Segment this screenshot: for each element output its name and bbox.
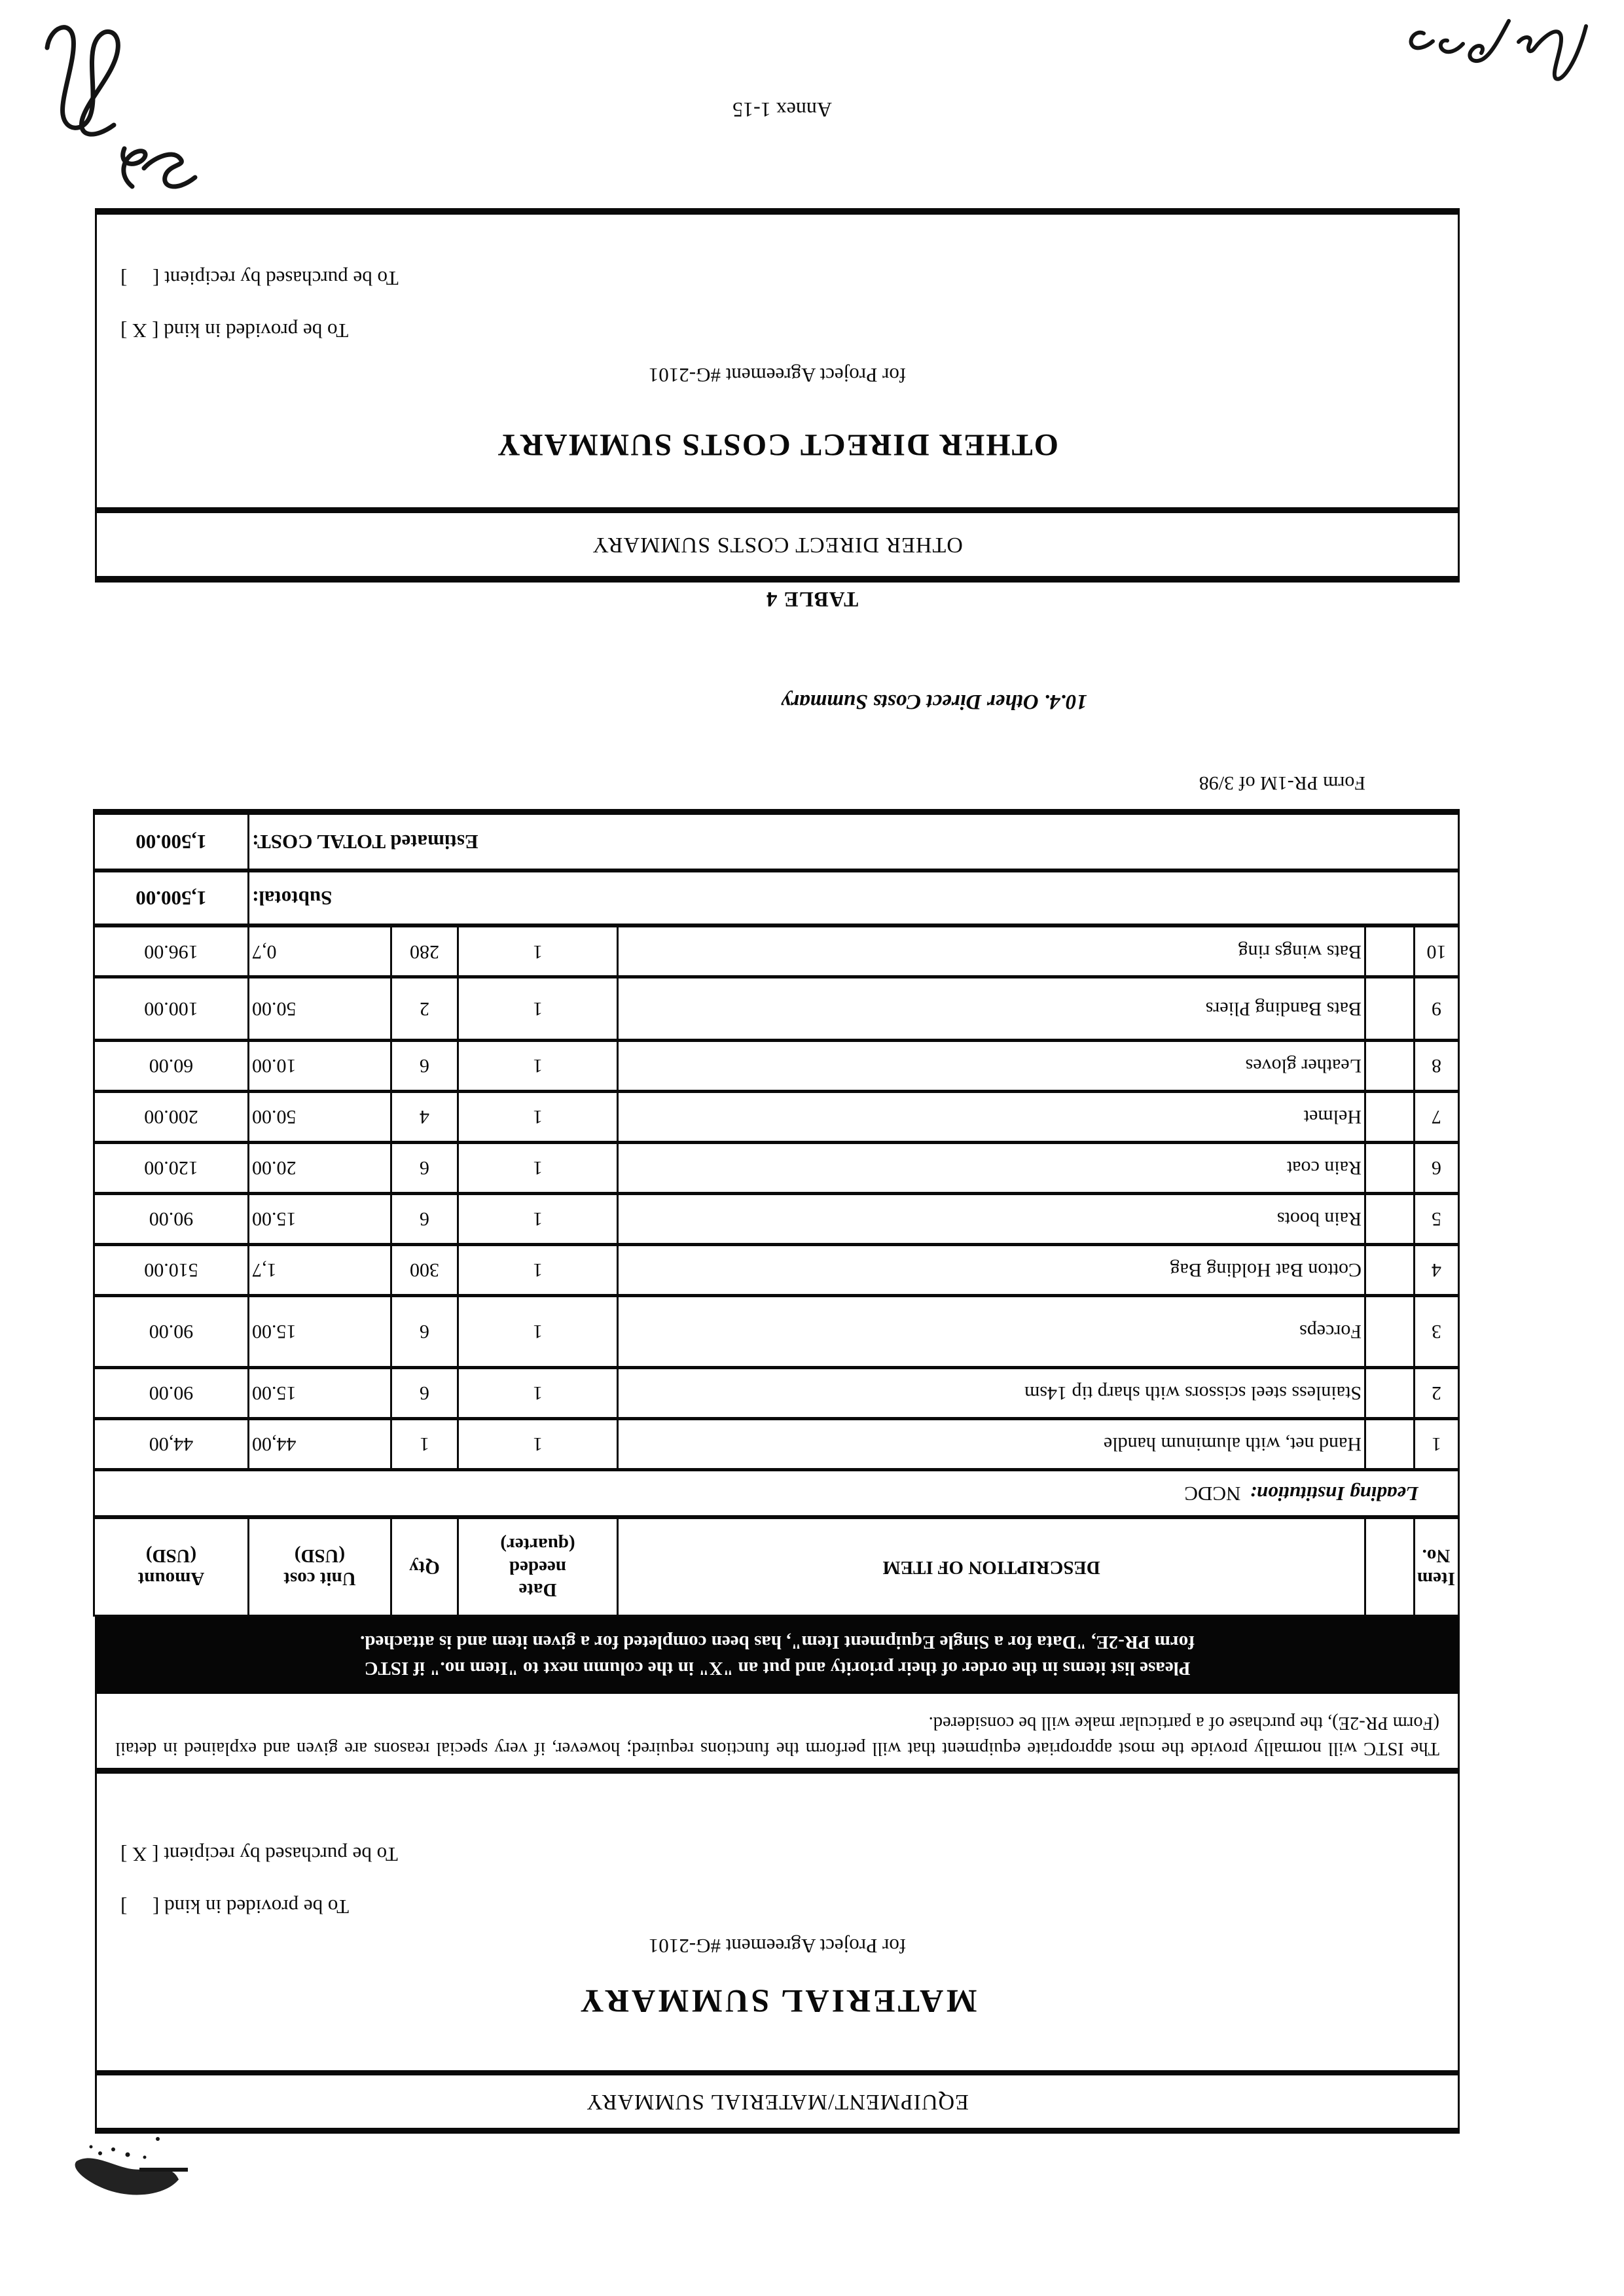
section-heading: 10.4. Other Direct Costs Summary xyxy=(781,690,1087,713)
subtotal-value: 1,500.00 xyxy=(94,871,249,926)
cell-date-needed: 1 xyxy=(458,1296,618,1368)
header-date-needed: Date needed (quarter) xyxy=(458,1518,618,1616)
other-costs-header-label: OTHER DIRECT COSTS SUMMARY xyxy=(592,533,963,557)
cell-amount: 44,00 xyxy=(94,1419,249,1470)
cell-item-no: 1 xyxy=(1415,1419,1459,1470)
cell-qty: 280 xyxy=(391,926,458,977)
cell-amount: 200.00 xyxy=(94,1092,249,1143)
cell-qty: 4 xyxy=(391,1092,458,1143)
header-item-no: Item No. xyxy=(1415,1518,1459,1616)
cell-amount: 196.00 xyxy=(94,926,249,977)
istc-note-paragraph: The ISTC will normally provide the most appropriate equipment that will perform the functions required; however, if very special reasons are given and explained in detail (Form PR-2E), the purchase of a particular make will be considered. xyxy=(95,1694,1460,1768)
cell-description: Bats wings ring xyxy=(618,926,1365,977)
subtotal-row xyxy=(94,871,1459,926)
cell-amount: 120.00 xyxy=(94,1143,249,1194)
cell-item-no: 6 xyxy=(1415,1143,1459,1194)
leading-institution-value: NCDC xyxy=(1184,1482,1241,1505)
cell-description: Bats Banding Pliers xyxy=(618,977,1365,1041)
cell-item-no: 10 xyxy=(1415,926,1459,977)
other-provided-in-kind-line: To be provided in kind [ X ] xyxy=(120,319,349,342)
cell-unit-cost: 15.00 xyxy=(249,1194,391,1245)
cell-date-needed: 1 xyxy=(458,1245,618,1296)
cell-description: Cotton Bat Holding Bag xyxy=(618,1245,1365,1296)
header-x-column xyxy=(1365,1518,1415,1616)
cell-amount: 90.00 xyxy=(94,1296,249,1368)
cell-description: Rain coat xyxy=(618,1143,1365,1194)
other-costs-summary-box xyxy=(95,208,1460,507)
table-row xyxy=(94,1143,1459,1194)
cell-date-needed: 1 xyxy=(458,926,618,977)
cell-qty: 6 xyxy=(391,1194,458,1245)
table-row xyxy=(94,977,1459,1041)
other-costs-title: OTHER DIRECT COSTS SUMMARY xyxy=(496,427,1058,462)
form-reference: Form PR-1M of 3/98 xyxy=(1199,772,1365,794)
cell-description: Forceps xyxy=(618,1296,1365,1368)
table-row xyxy=(94,1296,1459,1368)
cell-x-mark xyxy=(1365,1041,1415,1092)
table-header-row xyxy=(94,1518,1459,1616)
header-description: DESCRIPTION OF ITEM xyxy=(618,1518,1365,1616)
cell-item-no: 2 xyxy=(1415,1368,1459,1419)
priority-note-bar xyxy=(95,1617,1460,1694)
cell-unit-cost: 15.00 xyxy=(249,1368,391,1419)
cell-description: Hand net, with aluminum handle xyxy=(618,1419,1365,1470)
cell-unit-cost: 50.00 xyxy=(249,1092,391,1143)
table-totals xyxy=(94,812,1459,926)
handwritten-flourish-icon xyxy=(30,2,213,205)
header-qty: Qty xyxy=(391,1518,458,1616)
ink-smudge-icon xyxy=(60,2126,190,2204)
table-4-label: TABLE 4 xyxy=(765,587,859,611)
cell-date-needed: 1 xyxy=(458,1194,618,1245)
cell-unit-cost: 50.00 xyxy=(249,977,391,1041)
table-body xyxy=(94,926,1459,1470)
cell-amount: 90.00 xyxy=(94,1368,249,1419)
cell-date-needed: 1 xyxy=(458,1143,618,1194)
cell-x-mark xyxy=(1365,1419,1415,1470)
other-agreement-line: for Project Agreement #G-2101 xyxy=(648,364,907,387)
cell-item-no: 8 xyxy=(1415,1041,1459,1092)
other-costs-header-box xyxy=(95,507,1460,583)
cell-date-needed: 1 xyxy=(458,1419,618,1470)
cell-item-no: 3 xyxy=(1415,1296,1459,1368)
table-row xyxy=(94,1092,1459,1143)
leading-institution-row xyxy=(94,1470,1459,1518)
header-unit-cost: Unit cost (USD) xyxy=(249,1518,391,1616)
material-items-table xyxy=(93,809,1460,1617)
cell-x-mark xyxy=(1365,1194,1415,1245)
cell-unit-cost: 1,7 xyxy=(249,1245,391,1296)
cell-date-needed: 1 xyxy=(458,1092,618,1143)
total-row xyxy=(94,812,1459,871)
table-row xyxy=(94,1245,1459,1296)
cell-unit-cost: 20.00 xyxy=(249,1143,391,1194)
cell-qty: 6 xyxy=(391,1143,458,1194)
table-row xyxy=(94,1041,1459,1092)
material-provided-in-kind-line: To be provided in kind [ ] xyxy=(120,1895,350,1918)
equipment-summary-header-label: EQUIPMENT/MATERIAL SUMMARY xyxy=(586,2090,969,2114)
cell-qty: 6 xyxy=(391,1296,458,1368)
other-purchased-by-recipient-line: To be purchased by recipient [ ] xyxy=(120,267,399,290)
cell-unit-cost: 15.00 xyxy=(249,1296,391,1368)
cell-description: Rain boots xyxy=(618,1194,1365,1245)
priority-note-line2: form PR-2E, "Data for a Single Equipment Item", has been completed for a given item and is attached. xyxy=(360,1632,1195,1653)
cell-unit-cost: 0,7 xyxy=(249,926,391,977)
cell-qty: 300 xyxy=(391,1245,458,1296)
material-purchased-by-recipient-line: To be purchased by recipient [ X ] xyxy=(120,1843,398,1866)
cell-qty: 6 xyxy=(391,1041,458,1092)
cell-description: Leather gloves xyxy=(618,1041,1365,1092)
cell-unit-cost: 44,00 xyxy=(249,1419,391,1470)
annex-label: Annex 1-15 xyxy=(732,98,832,122)
cell-x-mark xyxy=(1365,1092,1415,1143)
cell-qty: 6 xyxy=(391,1368,458,1419)
cell-qty: 2 xyxy=(391,977,458,1041)
cell-x-mark xyxy=(1365,1143,1415,1194)
cell-unit-cost: 10.00 xyxy=(249,1041,391,1092)
handwritten-signature-icon xyxy=(1401,9,1598,90)
priority-note-line1: Please list items in the order of their priority and put an "X" in the column next to "Item no." if ISTC xyxy=(364,1658,1191,1679)
cell-x-mark xyxy=(1365,1368,1415,1419)
cell-x-mark xyxy=(1365,977,1415,1041)
cell-item-no: 4 xyxy=(1415,1245,1459,1296)
cell-item-no: 7 xyxy=(1415,1092,1459,1143)
material-summary-title: MATERIAL SUMMARY xyxy=(577,1983,977,2020)
equipment-summary-header-box xyxy=(95,2070,1460,2134)
table-row xyxy=(94,1419,1459,1470)
cell-date-needed: 1 xyxy=(458,977,618,1041)
cell-item-no: 9 xyxy=(1415,977,1459,1041)
cell-date-needed: 1 xyxy=(458,1368,618,1419)
cell-qty: 1 xyxy=(391,1419,458,1470)
header-amount: Amount (USD) xyxy=(94,1518,249,1616)
subtotal-label: Subtotal: xyxy=(249,871,1459,926)
total-label: Estimated TOTAL COST: xyxy=(249,812,1459,871)
material-agreement-line: for Project Agreement #G-2101 xyxy=(648,1935,907,1958)
cell-description: Helmet xyxy=(618,1092,1365,1143)
cell-amount: 60.00 xyxy=(94,1041,249,1092)
cell-x-mark xyxy=(1365,926,1415,977)
material-summary-box xyxy=(95,1768,1460,2070)
table-row xyxy=(94,926,1459,977)
total-value: 1,500.00 xyxy=(94,812,249,871)
cell-x-mark xyxy=(1365,1245,1415,1296)
cell-item-no: 5 xyxy=(1415,1194,1459,1245)
cell-date-needed: 1 xyxy=(458,1041,618,1092)
cell-x-mark xyxy=(1365,1296,1415,1368)
cell-amount: 90.00 xyxy=(94,1194,249,1245)
table-row xyxy=(94,1368,1459,1419)
cell-amount: 100.00 xyxy=(94,977,249,1041)
leading-institution-label: Leading Institution: xyxy=(1250,1482,1418,1505)
table-row xyxy=(94,1194,1459,1245)
cell-amount: 510.00 xyxy=(94,1245,249,1296)
cell-description: Stainless steel scissors with sharp tip 14sm xyxy=(618,1368,1365,1419)
